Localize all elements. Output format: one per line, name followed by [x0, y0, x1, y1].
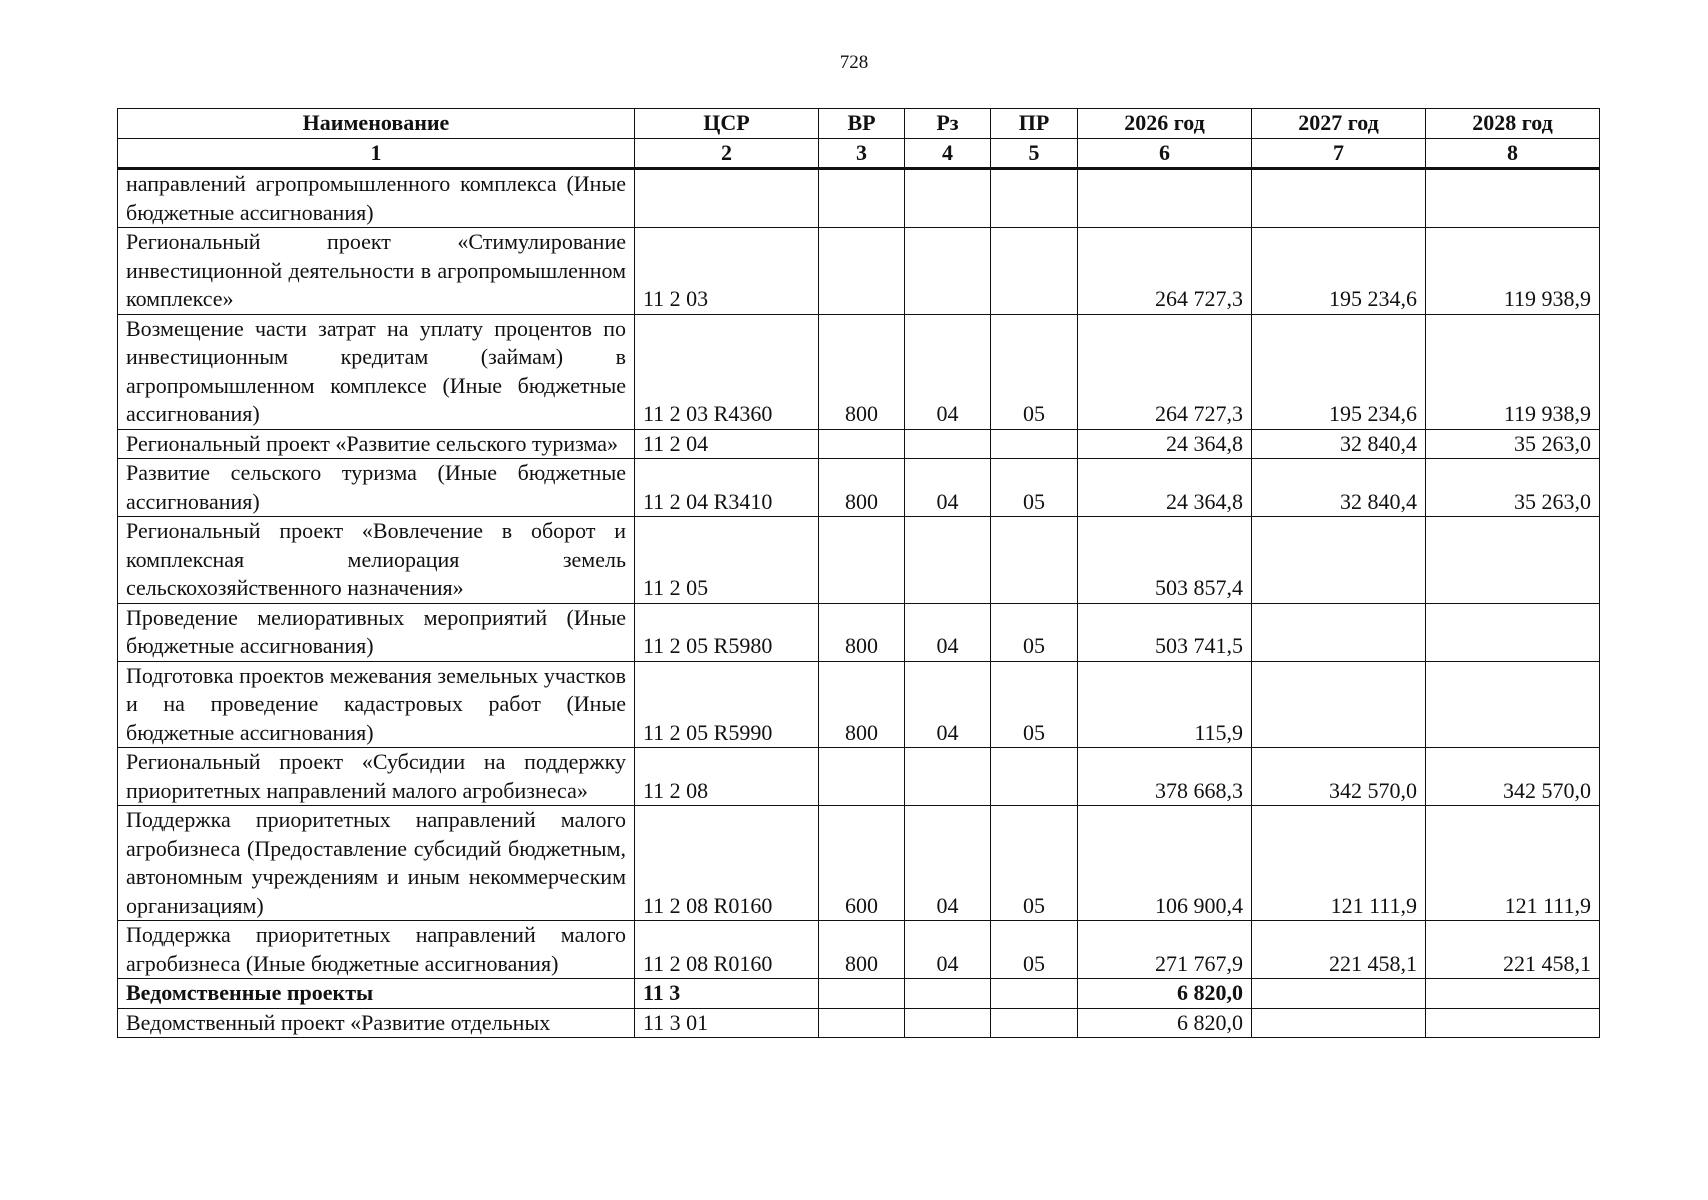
cell-2026: 264 727,3 [1078, 228, 1252, 315]
cell-2027: 32 840,4 [1252, 459, 1426, 517]
cell-rz: 04 [905, 921, 991, 979]
cell-pr [991, 517, 1078, 604]
header-2026: 2026 год [1078, 109, 1252, 139]
column-number: 8 [1426, 138, 1600, 169]
cell-2027 [1252, 979, 1426, 1009]
table-row [118, 429, 1600, 459]
cell-pr [991, 228, 1078, 315]
cell-2028: 221 458,1 [1426, 921, 1600, 979]
header-vr: ВР [819, 109, 905, 139]
table-row [118, 228, 1600, 315]
cell-vr: 800 [819, 603, 905, 661]
cell-2028: 35 263,0 [1426, 429, 1600, 459]
cell-pr [991, 748, 1078, 806]
header-name: Наименование [118, 109, 635, 139]
cell-name: Региональный проект «Вовлечение в оборот и комплексная мелиорация земель сельскохозяйственного назначения» [118, 517, 635, 604]
column-number: 1 [118, 138, 635, 169]
cell-pr: 05 [991, 603, 1078, 661]
cell-pr: 05 [991, 806, 1078, 921]
cell-name: Поддержка приоритетных направлений малого агробизнеса (Иные бюджетные ассигнования) [118, 921, 635, 979]
cell-2026 [1078, 169, 1252, 228]
cell-2026: 24 364,8 [1078, 459, 1252, 517]
cell-2027: 32 840,4 [1252, 429, 1426, 459]
cell-2028 [1426, 517, 1600, 604]
cell-name: Поддержка приоритетных направлений малого агробизнеса (Предоставление субсидий бюджетным, автономным учреждениям и иным некоммерческим организациям) [118, 806, 635, 921]
cell-2026: 503 741,5 [1078, 603, 1252, 661]
cell-2026: 503 857,4 [1078, 517, 1252, 604]
page-number: 728 [839, 52, 869, 73]
table-row [118, 314, 1600, 429]
cell-csr: 11 3 01 [635, 1008, 819, 1038]
cell-vr [819, 429, 905, 459]
cell-2026: 6 820,0 [1078, 979, 1252, 1009]
cell-name: Региональный проект «Развитие сельского туризма» [118, 429, 635, 459]
cell-2028: 119 938,9 [1426, 314, 1600, 429]
cell-rz: 04 [905, 603, 991, 661]
budget-table [117, 108, 1600, 1038]
cell-csr: 11 2 08 [635, 748, 819, 806]
cell-2027 [1252, 1008, 1426, 1038]
cell-rz [905, 228, 991, 315]
cell-name: Возмещение части затрат на уплату процентов по инвестиционным кредитам (займам) в агропромышленном комплексе (Иные бюджетные ассигнования) [118, 314, 635, 429]
cell-csr [635, 169, 819, 228]
cell-vr: 600 [819, 806, 905, 921]
cell-csr: 11 2 05 R5980 [635, 603, 819, 661]
cell-2027: 221 458,1 [1252, 921, 1426, 979]
cell-csr: 11 2 03 R4360 [635, 314, 819, 429]
cell-2028: 35 263,0 [1426, 459, 1600, 517]
cell-2027: 342 570,0 [1252, 748, 1426, 806]
cell-name: Проведение мелиоративных мероприятий (Иные бюджетные ассигнования) [118, 603, 635, 661]
cell-pr: 05 [991, 459, 1078, 517]
header-row [118, 109, 1600, 139]
cell-csr: 11 2 03 [635, 228, 819, 315]
column-number: 4 [905, 138, 991, 169]
cell-2027: 195 234,6 [1252, 228, 1426, 315]
table-row [118, 1008, 1600, 1038]
cell-2028 [1426, 169, 1600, 228]
cell-vr: 800 [819, 921, 905, 979]
cell-pr [991, 1008, 1078, 1038]
cell-vr [819, 748, 905, 806]
cell-rz [905, 429, 991, 459]
cell-2026: 264 727,3 [1078, 314, 1252, 429]
cell-2028: 119 938,9 [1426, 228, 1600, 315]
cell-csr: 11 2 05 [635, 517, 819, 604]
cell-vr: 800 [819, 661, 905, 748]
cell-pr [991, 979, 1078, 1009]
cell-pr: 05 [991, 921, 1078, 979]
cell-vr: 800 [819, 314, 905, 429]
cell-2027: 121 111,9 [1252, 806, 1426, 921]
cell-vr [819, 979, 905, 1009]
table-row [118, 921, 1600, 979]
table-row [118, 661, 1600, 748]
table-row [118, 806, 1600, 921]
cell-rz: 04 [905, 806, 991, 921]
cell-2026: 271 767,9 [1078, 921, 1252, 979]
cell-2028: 342 570,0 [1426, 748, 1600, 806]
table-row [118, 603, 1600, 661]
cell-vr [819, 1008, 905, 1038]
table-row [118, 169, 1600, 228]
cell-2026: 106 900,4 [1078, 806, 1252, 921]
cell-2026: 6 820,0 [1078, 1008, 1252, 1038]
column-number: 6 [1078, 138, 1252, 169]
header-2028: 2028 год [1426, 109, 1600, 139]
cell-vr: 800 [819, 459, 905, 517]
cell-csr: 11 3 [635, 979, 819, 1009]
cell-2028 [1426, 1008, 1600, 1038]
cell-rz: 04 [905, 661, 991, 748]
cell-2028 [1426, 661, 1600, 748]
cell-rz [905, 1008, 991, 1038]
cell-csr: 11 2 08 R0160 [635, 806, 819, 921]
cell-2028 [1426, 603, 1600, 661]
header-pr: ПР [991, 109, 1078, 139]
cell-rz [905, 169, 991, 228]
cell-name: Региональный проект «Стимулирование инвестиционной деятельности в агропромышленном комплексе» [118, 228, 635, 315]
cell-name: Региональный проект «Субсидии на поддержку приоритетных направлений малого агробизнеса» [118, 748, 635, 806]
cell-csr: 11 2 05 R5990 [635, 661, 819, 748]
cell-2027 [1252, 661, 1426, 748]
cell-pr [991, 429, 1078, 459]
cell-rz: 04 [905, 314, 991, 429]
header-rz: Рз [905, 109, 991, 139]
cell-csr: 11 2 08 R0160 [635, 921, 819, 979]
cell-2026: 378 668,3 [1078, 748, 1252, 806]
cell-rz [905, 517, 991, 604]
cell-2028 [1426, 979, 1600, 1009]
cell-vr [819, 228, 905, 315]
cell-2028: 121 111,9 [1426, 806, 1600, 921]
cell-vr [819, 169, 905, 228]
cell-2027 [1252, 603, 1426, 661]
cell-pr: 05 [991, 314, 1078, 429]
cell-rz: 04 [905, 459, 991, 517]
cell-name: Ведомственные проекты [118, 979, 635, 1009]
cell-vr [819, 517, 905, 604]
column-number-row [118, 138, 1600, 169]
cell-2027: 195 234,6 [1252, 314, 1426, 429]
cell-2027 [1252, 517, 1426, 604]
column-number: 2 [635, 138, 819, 169]
cell-csr: 11 2 04 [635, 429, 819, 459]
table-body [118, 169, 1600, 1038]
cell-name: направлений агропромышленного комплекса (Иные бюджетные ассигнования) [118, 169, 635, 228]
cell-2026: 24 364,8 [1078, 429, 1252, 459]
table-row [118, 517, 1600, 604]
cell-pr: 05 [991, 661, 1078, 748]
table-row [118, 748, 1600, 806]
table-row [118, 979, 1600, 1009]
cell-pr [991, 169, 1078, 228]
cell-csr: 11 2 04 R3410 [635, 459, 819, 517]
cell-name: Ведомственный проект «Развитие отдельных [118, 1008, 635, 1038]
cell-rz [905, 979, 991, 1009]
column-number: 3 [819, 138, 905, 169]
header-csr: ЦСР [635, 109, 819, 139]
cell-name: Развитие сельского туризма (Иные бюджетные ассигнования) [118, 459, 635, 517]
header-2027: 2027 год [1252, 109, 1426, 139]
column-number: 5 [991, 138, 1078, 169]
cell-rz [905, 748, 991, 806]
cell-name: Подготовка проектов межевания земельных участков и на проведение кадастровых работ (Иные бюджетные ассигнования) [118, 661, 635, 748]
column-number: 7 [1252, 138, 1426, 169]
cell-2027 [1252, 169, 1426, 228]
cell-2026: 115,9 [1078, 661, 1252, 748]
table-row [118, 459, 1600, 517]
